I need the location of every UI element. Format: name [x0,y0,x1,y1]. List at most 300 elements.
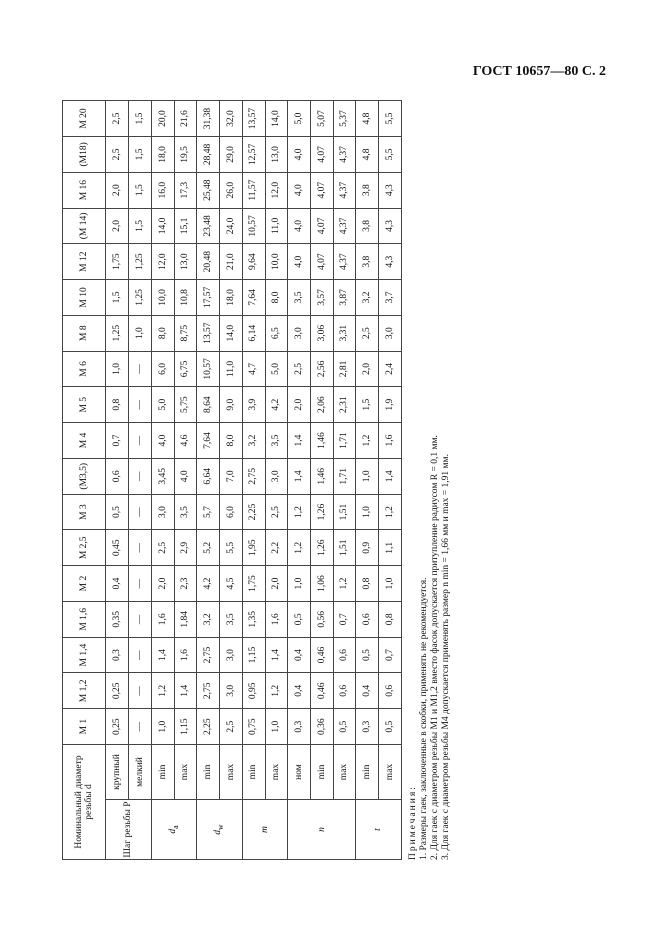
table-row [106,101,129,860]
table-cell: 3,5 [220,601,243,637]
table-cell: 3,8 [356,244,379,280]
table-cell: 11,0 [265,208,288,244]
table-cell: 24,0 [220,208,243,244]
table-cell: 1,9 [379,387,402,423]
table-row [265,101,288,860]
table-cell: 12,0 [151,244,174,280]
table-row [356,101,379,860]
table-cell: 13,57 [197,315,220,351]
table-cell: 5,5 [220,530,243,566]
nom-label: ном [288,745,311,800]
table-cell: 1,26 [310,530,333,566]
table-cell: — [129,423,152,459]
table-cell: 13,0 [265,136,288,172]
table-cell: 17,57 [197,280,220,316]
table-cell: 16,0 [151,172,174,208]
table-cell: 5,0 [288,101,311,137]
table-cell: 13,0 [174,244,197,280]
table-cell: 0,6 [356,601,379,637]
table-cell: 0,6 [106,458,129,494]
table-cell: 0,7 [333,601,356,637]
table-cell: — [129,351,152,387]
column-header: M 3 [63,494,106,530]
table-cell: 2,5 [265,494,288,530]
table-cell: 4,37 [333,244,356,280]
table-cell: 1,6 [265,601,288,637]
table-cell: 20,0 [151,101,174,137]
table-cell: 2,0 [356,351,379,387]
table-cell: 3,0 [265,458,288,494]
table-row [333,101,356,860]
table-cell: 5,2 [197,530,220,566]
table-cell: 0,5 [379,709,402,745]
table-cell: 1,95 [242,530,265,566]
column-header: (M3,5) [63,458,106,494]
table-cell: 3,45 [151,458,174,494]
table-cell: 4,6 [174,423,197,459]
table-cell: 14,0 [265,101,288,137]
table-cell: 4,37 [333,208,356,244]
table-cell: 8,0 [265,280,288,316]
table-cell: 1,5 [106,280,129,316]
table-cell: 4,7 [242,351,265,387]
column-header: (M 14) [63,208,106,244]
table-cell: 2,0 [106,172,129,208]
table-cell: 7,0 [220,458,243,494]
table-cell: 1,06 [310,566,333,602]
table-cell: 5,0 [265,351,288,387]
table-cell: 10,57 [197,351,220,387]
table-cell: 4,37 [333,136,356,172]
table-cell: — [129,494,152,530]
table-cell: 7,64 [242,280,265,316]
notes-block [408,100,452,860]
table-row [242,101,265,860]
n-label [288,800,356,860]
table-cell: 1,4 [265,637,288,673]
m-symbol: m [259,826,270,833]
table-cell: 1,25 [106,315,129,351]
table-cell: 0,6 [379,673,402,709]
table-cell: 3,87 [333,280,356,316]
table-cell: 1,5 [129,208,152,244]
table-cell: 1,46 [310,458,333,494]
table-cell: 1,0 [288,566,311,602]
dw-label [197,800,242,860]
table-cell: 1,0 [151,709,174,745]
table-cell: 5,5 [379,101,402,137]
max-label: max [265,745,288,800]
table-cell: 3,31 [333,315,356,351]
table-cell: — [129,566,152,602]
table-cell: 10,0 [151,280,174,316]
table-cell: 2,5 [106,136,129,172]
table-cell: 3,2 [242,423,265,459]
table-cell: 2,56 [310,351,333,387]
min-label: min [310,745,333,800]
table-cell: 1,2 [265,673,288,709]
note-2: 2. Для гаек с диаметром резьбы M1 и M1,2 вместо фасок допускается притупление радиусом R = 0,1 мм. [430,435,440,860]
table-cell: — [129,458,152,494]
table-cell: 32,0 [220,101,243,137]
table-cell: 1,15 [174,709,197,745]
table-cell: 2,0 [265,566,288,602]
table-cell: 1,0 [379,566,402,602]
table-cell: 1,6 [151,601,174,637]
table-cell: 3,2 [356,280,379,316]
table-cell: 1,46 [310,423,333,459]
table-row [220,101,243,860]
table-cell: 3,57 [310,280,333,316]
table-cell: 12,57 [242,136,265,172]
table-cell: 29,0 [220,136,243,172]
m-label [242,800,287,860]
table-cell: 1,26 [310,494,333,530]
table-cell: 3,06 [310,315,333,351]
table-cell: 2,5 [220,709,243,745]
table-row [174,101,197,860]
note-1: 1. Размеры гаек, заключенные в скобки, применять не рекомендуется. [419,577,429,860]
da-subscript: a [170,825,180,829]
table-cell: 14,0 [220,315,243,351]
table-cell: 14,0 [151,208,174,244]
table-cell: 4,0 [174,458,197,494]
dw-subscript: w [216,824,226,830]
table-cell: 1,2 [356,423,379,459]
table-cell: 31,38 [197,101,220,137]
table-cell: 1,4 [288,458,311,494]
table-cell: 25,48 [197,172,220,208]
table-cell: 2,3 [174,566,197,602]
table-cell: 0,56 [310,601,333,637]
table-cell: 4,8 [356,101,379,137]
table-cell: 6,0 [151,351,174,387]
table-cell: 3,0 [151,494,174,530]
table-cell: 1,2 [288,530,311,566]
table-cell: 5,7 [197,494,220,530]
min-label: min [197,745,220,800]
table-cell: 4,0 [288,244,311,280]
min-label: min [151,745,174,800]
column-header: (M18) [63,136,106,172]
table-cell: 1,25 [129,280,152,316]
table-cell: 10,0 [265,244,288,280]
table-cell: — [129,673,152,709]
table-cell: 6,0 [220,494,243,530]
column-header: M 4 [63,423,106,459]
table-cell: 1,5 [129,101,152,137]
table-cell: 0,5 [356,637,379,673]
table-cell: 3,7 [379,280,402,316]
max-label: max [174,745,197,800]
column-header: M 8 [63,315,106,351]
max-label: max [220,745,243,800]
column-header: M 5 [63,387,106,423]
table-cell: 5,07 [310,101,333,137]
table-cell: 0,8 [106,387,129,423]
table-cell: 2,4 [379,351,402,387]
table-cell: 1,6 [174,637,197,673]
table-cell: 2,25 [197,709,220,745]
table-cell: 0,6 [333,637,356,673]
table-cell: 6,64 [197,458,220,494]
column-header: M 2 [63,566,106,602]
table-cell: — [129,387,152,423]
table-cell: 0,25 [106,709,129,745]
column-header: M 1,4 [63,637,106,673]
table-cell: 18,0 [220,280,243,316]
table-cell: 1,4 [379,458,402,494]
table-cell: 5,5 [379,136,402,172]
table-cell: 0,3 [288,709,311,745]
table-cell: 1,0 [106,351,129,387]
column-header: M 1,2 [63,673,106,709]
table-cell: 2,75 [197,673,220,709]
table-cell: 2,75 [242,458,265,494]
table-cell: 13,57 [242,101,265,137]
da-symbol: d [167,828,178,834]
page-header: ГОСТ 10657—80 С. 2 [472,64,606,79]
n-symbol: n [316,827,327,832]
table-cell: 4,8 [356,136,379,172]
nut-dimensions-table [62,100,402,860]
table-cell: 1,2 [379,494,402,530]
table-cell: 3,9 [242,387,265,423]
table-cell: 1,0 [356,494,379,530]
table-cell: 0,46 [310,637,333,673]
table-cell: 0,95 [242,673,265,709]
table-row [288,101,311,860]
table-cell: 3,8 [356,208,379,244]
table-cell: — [129,709,152,745]
table-cell: 1,0 [265,709,288,745]
table-cell: 1,15 [242,637,265,673]
table-cell: 21,6 [174,101,197,137]
table-cell: 4,37 [333,172,356,208]
table-cell: 0,75 [242,709,265,745]
table-cell: 0,4 [288,637,311,673]
table-cell: 0,7 [379,637,402,673]
table-cell: 7,64 [197,423,220,459]
table-cell: 2,5 [106,101,129,137]
table-cell: 3,0 [288,315,311,351]
column-header: M 16 [63,172,106,208]
table-cell: 1,2 [288,494,311,530]
table-cell: 3,8 [356,172,379,208]
table-cell: 10,8 [174,280,197,316]
table-cell: 1,35 [242,601,265,637]
table-cell: 4,5 [220,566,243,602]
table-cell: 6,14 [242,315,265,351]
table-cell: 3,5 [174,494,197,530]
table-cell: 2,5 [151,530,174,566]
table-cell: 1,75 [242,566,265,602]
table-cell: 2,2 [265,530,288,566]
table-cell: 2,9 [174,530,197,566]
table-cell: 0,3 [356,709,379,745]
table-row [310,101,333,860]
table-cell: 5,75 [174,387,197,423]
table-cell: 1,71 [333,458,356,494]
column-header: M 12 [63,244,106,280]
table-cell: 0,4 [288,673,311,709]
table-cell: 17,3 [174,172,197,208]
table-cell: 0,36 [310,709,333,745]
table-cell: 2,0 [288,387,311,423]
nominal-diameter-label: Номинальный диаметр резьбы d [63,745,106,860]
table-cell: 4,0 [288,136,311,172]
table-cell: 0,35 [106,601,129,637]
table-cell: 0,5 [106,494,129,530]
table-cell: 2,5 [356,315,379,351]
table-cell: 1,1 [379,530,402,566]
table-cell: 3,0 [220,673,243,709]
table-cell: — [129,637,152,673]
table-cell: 0,8 [379,601,402,637]
table-cell: 12,0 [265,172,288,208]
rotated-page-content [62,100,622,860]
table-cell: 0,6 [333,673,356,709]
da-label [151,800,196,860]
table-cell: 0,5 [333,709,356,745]
table-cell: 2,0 [106,208,129,244]
table-row [63,101,106,860]
pitch-label: Шаг резьбы P [106,800,151,860]
table-cell: 0,45 [106,530,129,566]
table-row [379,101,402,860]
column-header: M 1 [63,709,106,745]
coarse-label: крупный [106,745,129,800]
table-cell: 1,51 [333,530,356,566]
table-cell: 4,0 [288,208,311,244]
table-cell: 0,46 [310,673,333,709]
table-cell: 15,1 [174,208,197,244]
table-cell: 3,2 [197,601,220,637]
table-cell: 2,81 [333,351,356,387]
table-cell: 1,71 [333,423,356,459]
table-cell: 4,07 [310,244,333,280]
table-cell: 1,5 [129,136,152,172]
table-cell: 4,2 [197,566,220,602]
table-cell: 9,0 [220,387,243,423]
table-cell: 8,75 [174,315,197,351]
table-cell: 8,0 [220,423,243,459]
table-cell: 1,2 [151,673,174,709]
column-header: M 6 [63,351,106,387]
table-cell: 1,6 [379,423,402,459]
table-cell: 3,5 [265,423,288,459]
table-cell: 0,25 [106,673,129,709]
table-cell: 2,75 [197,637,220,673]
table-cell: 8,64 [197,387,220,423]
table-cell: — [129,601,152,637]
table-cell: 4,07 [310,136,333,172]
table-cell: 19,5 [174,136,197,172]
notes-caption: Примечания: [408,785,418,860]
column-header: M 10 [63,280,106,316]
table-cell: 2,06 [310,387,333,423]
table-cell: 2,0 [151,566,174,602]
table-cell: 0,4 [356,673,379,709]
table-cell: — [129,530,152,566]
table-cell: 4,07 [310,208,333,244]
table-cell: 6,75 [174,351,197,387]
table-cell: 18,0 [151,136,174,172]
table-cell: 26,0 [220,172,243,208]
t-symbol: t [373,828,384,831]
column-header: M 1,6 [63,601,106,637]
note-3: 3. Для гаек с диаметром резьбы M4 допускается применять размер n min = 1,66 мм и max = 1,91 мм. [441,454,451,860]
table-cell: 0,3 [106,637,129,673]
table-cell: 0,8 [356,566,379,602]
table-cell: 2,5 [288,351,311,387]
column-header: M 2,5 [63,530,106,566]
table-cell: 1,4 [151,637,174,673]
table-cell: 11,0 [220,351,243,387]
table-cell: 4,0 [151,423,174,459]
table-row [151,101,174,860]
table-cell: 10,57 [242,208,265,244]
table-row [197,101,220,860]
min-label: min [356,745,379,800]
table-cell: 1,0 [129,315,152,351]
table-cell: 0,9 [356,530,379,566]
t-label [356,800,402,860]
table-cell: 1,4 [288,423,311,459]
table-cell: 1,5 [129,172,152,208]
table-cell: 4,3 [379,172,402,208]
table-cell: 8,0 [151,315,174,351]
table-row [129,101,152,860]
table-cell: 1,4 [174,673,197,709]
table-cell: 1,2 [333,566,356,602]
table-cell: 4,2 [265,387,288,423]
table-cell: 23,48 [197,208,220,244]
table-cell: 3,0 [379,315,402,351]
table-cell: 5,37 [333,101,356,137]
table-cell: 2,25 [242,494,265,530]
table-cell: 9,64 [242,244,265,280]
table-cell: 1,51 [333,494,356,530]
table-cell: 1,0 [356,458,379,494]
table-cell: 11,57 [242,172,265,208]
table-body [63,101,402,860]
table-cell: 4,3 [379,208,402,244]
table-cell: 5,0 [151,387,174,423]
table-cell: 1,75 [106,244,129,280]
table-cell: 3,0 [220,637,243,673]
table-cell: 4,0 [288,172,311,208]
fine-label: мелкий [129,745,152,800]
table-cell: 4,07 [310,172,333,208]
table-cell: 1,25 [129,244,152,280]
table-cell: 21,0 [220,244,243,280]
table-cell: 20,48 [197,244,220,280]
table-cell: 4,3 [379,244,402,280]
column-header: M 20 [63,101,106,137]
min-label: min [242,745,265,800]
table-cell: 3,5 [288,280,311,316]
table-cell: 28,48 [197,136,220,172]
table-cell: 6,5 [265,315,288,351]
dw-symbol: d [213,829,224,835]
table-cell: 2,31 [333,387,356,423]
table-cell: 0,5 [288,601,311,637]
table-cell: 1,5 [356,387,379,423]
table-cell: 0,4 [106,566,129,602]
table-cell: 0,7 [106,423,129,459]
table-cell: 1,84 [174,601,197,637]
